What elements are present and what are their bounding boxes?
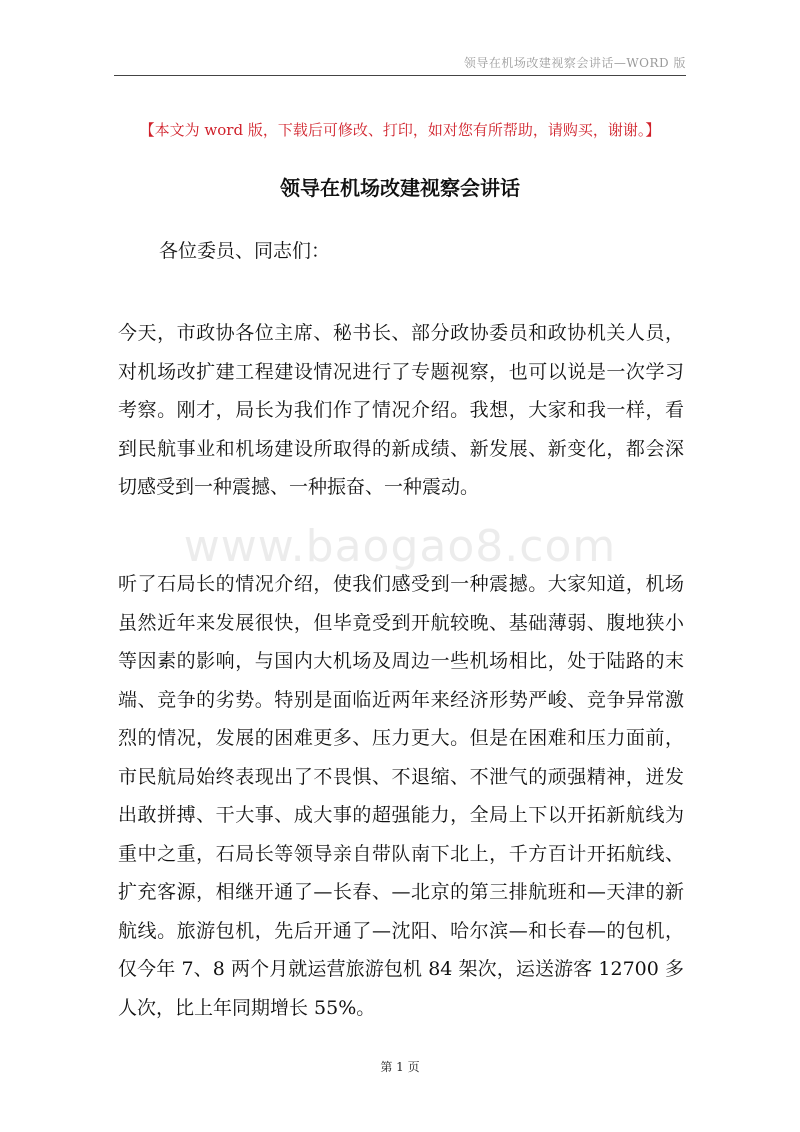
salutation: 各位委员、同志们： [159, 240, 331, 262]
watermark: www.baogao8.com [183, 521, 617, 572]
body-paragraph-1: 今天，市政协各位主席、秘书长、部分政协委员和政协机关人员，对机场改扩建工程建设情况进行了专题视察，也可以说是一次学习考察。刚才，局长为我们作了情况介绍。我想，大家和我一样，看到民航事业和机场建设所取得的新成绩、新发展、新变化，都会深切感受到一种震撼、一种振奋、一种震动。 [118, 322, 684, 498]
running-header: 领导在机场改建视察会讲话—WORD 版 [463, 56, 686, 70]
page-number: 第 1 页 [380, 1060, 420, 1074]
header-divider [114, 75, 686, 76]
download-notice: 【本文为 word 版，下载后可修改、打印，如对您有所帮助，请购买，谢谢。】 [139, 121, 661, 139]
body-paragraph-2: 听了石局长的情况介绍，使我们感受到一种震撼。大家知道，机场虽然近年来发展很快，但毕竟受到开航较晚、基础薄弱、腹地狭小等因素的影响，与国内大机场及周边一些机场相比，处于陆路的末端、竞争的劣势。特别是面临近两年来经济形势严峻、竞争异常激烈的情况，发展的困难更多、压力更大。但是在困难和压力面前，市民航局始终表现出了不畏惧、不退缩、不泄气的顽强精神，迸发出敢拼搏、干大事、成大事的超强能力，全局上下以开拓新航线为重中之重，石局长等领导亲自带队南下北上，千方百计开拓航线、扩充客源，相继开通了—长春、—北京的第三排航班和—天津的新航线。旅游包机，先后开通了—沈阳、哈尔滨—和长春—的包机，仅今年 7、8 两个月就运营旅游包机 84 架次，运送游客 12700 多人次，比上年同期增长 55%。 [118, 573, 684, 1019]
document-title: 领导在机场改建视察会讲话 [280, 176, 520, 200]
